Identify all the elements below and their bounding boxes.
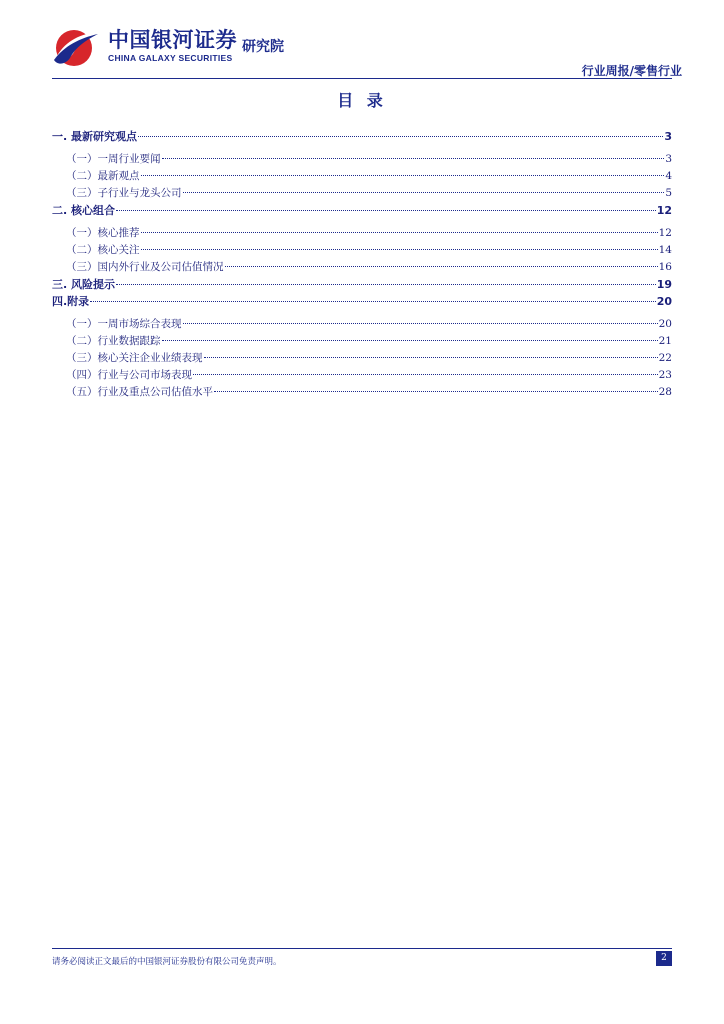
table-of-contents — [52, 128, 672, 401]
toc-entry-page: 22 — [658, 352, 672, 364]
toc-entry-label: 二. 核心组合 — [52, 204, 116, 217]
brand-block — [108, 28, 237, 63]
toc-entry-page: 12 — [658, 227, 672, 239]
toc-subsection[interactable] — [52, 242, 672, 259]
dot-leader — [162, 340, 658, 341]
toc-entry-page: 4 — [665, 170, 672, 182]
dot-leader — [214, 391, 658, 392]
toc-entry-label: （三）子行业与龙头公司 — [66, 187, 182, 199]
toc-section[interactable] — [52, 202, 672, 219]
toc-entry-page: 23 — [658, 369, 672, 381]
dot-leader — [138, 136, 663, 137]
toc-entry-page: 21 — [658, 335, 672, 347]
toc-section[interactable] — [52, 128, 672, 145]
toc-entry-page: 16 — [658, 261, 672, 273]
toc-entry-label: （二）最新观点 — [66, 170, 140, 182]
toc-subsection[interactable] — [52, 168, 672, 185]
toc-entry-page: 20 — [658, 318, 672, 330]
toc-entry-page: 12 — [656, 204, 672, 217]
toc-entry-label: （三）核心关注企业业绩表现 — [66, 352, 203, 364]
toc-entry-page: 28 — [658, 386, 672, 398]
toc-entry-page: 20 — [656, 295, 672, 308]
toc-entry-label: （三）国内外行业及公司估值情况 — [66, 261, 224, 273]
toc-subsection[interactable] — [52, 350, 672, 367]
toc-entry-label: （一）核心推荐 — [66, 227, 140, 239]
toc-entry-page: 3 — [665, 153, 672, 165]
footer-divider — [52, 948, 672, 949]
toc-entry-label: 一. 最新研究观点 — [52, 130, 138, 143]
brand-name-cn: 中国银河证券 — [108, 28, 237, 52]
header-divider — [52, 78, 672, 79]
footer-disclaimer: 请务必阅读正文最后的中国银河证券股份有限公司免责声明。 — [52, 957, 282, 967]
report-type: 行业周报/零售行业 — [581, 64, 682, 78]
toc-entry-label: （二）核心关注 — [66, 244, 140, 256]
dot-leader — [183, 192, 665, 193]
brand-name-en: CHINA GALAXY SECURITIES — [108, 53, 233, 63]
toc-entry-label: （一）一周行业要闻 — [66, 153, 161, 165]
toc-entry-label: （四）行业与公司市场表现 — [66, 369, 192, 381]
dot-leader — [162, 158, 665, 159]
toc-section[interactable] — [52, 293, 672, 310]
dot-leader — [116, 210, 656, 211]
toc-entry-label: （二）行业数据跟踪 — [66, 335, 161, 347]
dot-leader — [141, 249, 658, 250]
dot-leader — [193, 374, 658, 375]
toc-subsection[interactable] — [52, 185, 672, 202]
toc-title: 目 录 — [337, 91, 387, 110]
dot-leader — [90, 301, 656, 302]
dot-leader — [141, 175, 665, 176]
dot-leader — [116, 284, 656, 285]
toc-subsection[interactable] — [52, 384, 672, 401]
toc-subsection[interactable] — [52, 333, 672, 350]
toc-entry-page: 14 — [658, 244, 672, 256]
toc-subsection[interactable] — [52, 316, 672, 333]
dot-leader — [141, 232, 658, 233]
toc-entry-label: （五）行业及重点公司估值水平 — [66, 386, 213, 398]
dot-leader — [204, 357, 658, 358]
toc-entry-page: 3 — [664, 130, 672, 143]
toc-subsection[interactable] — [52, 259, 672, 276]
dot-leader — [183, 323, 658, 324]
toc-entry-page: 19 — [656, 278, 672, 291]
toc-entry-label: 四.附录 — [52, 295, 90, 308]
toc-entry-label: 三. 风险提示 — [52, 278, 116, 291]
dot-leader — [225, 266, 658, 267]
toc-subsection[interactable] — [52, 367, 672, 384]
page-number: 2 — [656, 951, 672, 966]
institute-label: 研究院 — [242, 39, 284, 55]
toc-entry-label: （一）一周市场综合表现 — [66, 318, 182, 330]
toc-section[interactable] — [52, 276, 672, 293]
toc-entry-page: 5 — [665, 187, 672, 199]
toc-subsection[interactable] — [52, 225, 672, 242]
toc-subsection[interactable] — [52, 151, 672, 168]
china-galaxy-logo-icon — [52, 26, 98, 68]
